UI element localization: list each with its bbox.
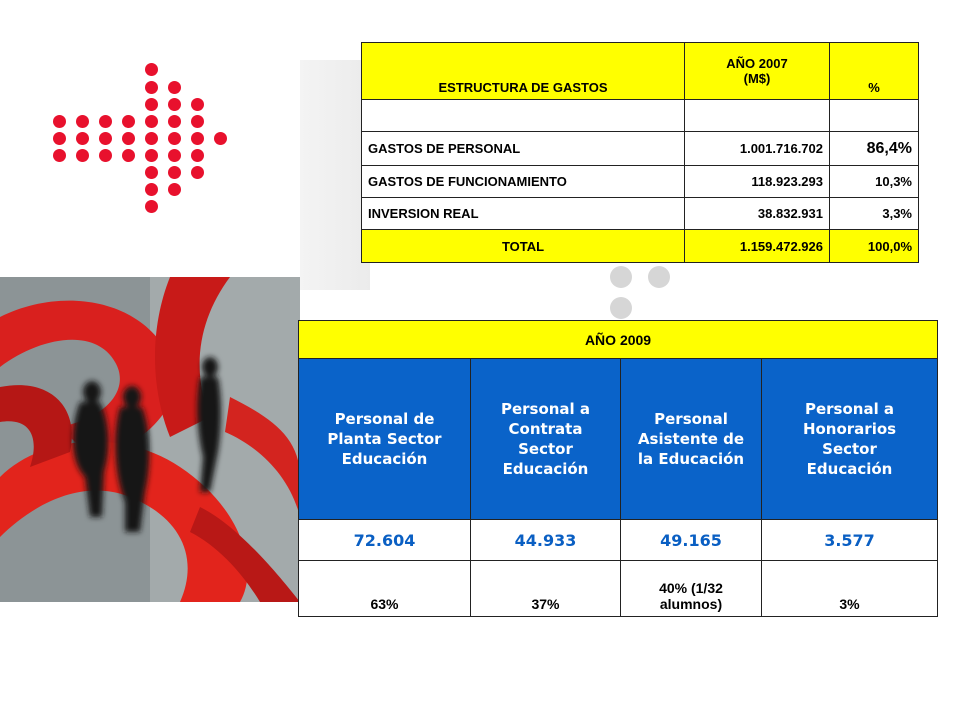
row-label: GASTOS DE PERSONAL [362, 132, 685, 166]
category-line: Personal a [500, 400, 591, 418]
percent-honorarios: 3% [762, 561, 938, 617]
category-line: Sector [822, 440, 877, 458]
value-asistente: 49.165 [621, 520, 762, 561]
empty-cell [685, 100, 830, 132]
total-row [362, 230, 919, 263]
row-amount: 118.923.293 [685, 166, 830, 198]
table-header-row [362, 43, 919, 100]
header-year-line2: (M$) [743, 71, 771, 86]
table-spacer-row [362, 100, 919, 132]
table-row [362, 166, 919, 198]
row-percent: 86,4% [830, 132, 919, 166]
value-contrata: 44.933 [471, 520, 621, 561]
category-line: Asistente de [637, 430, 745, 448]
percent-asistente-line1: 40% (1/32 [659, 580, 723, 596]
category-line: Personal a [804, 400, 895, 418]
header-year-line1: AÑO 2007 [726, 56, 788, 71]
empty-cell [830, 100, 919, 132]
row-percent: 10,3% [830, 166, 919, 198]
background-dot [648, 266, 670, 288]
percent-asistente-line2: alumnos) [659, 596, 723, 612]
category-line: Planta Sector [327, 430, 442, 448]
percent-planta: 63% [299, 561, 471, 617]
background-dot [610, 266, 632, 288]
people-photo [0, 277, 300, 602]
category-line: Sector [518, 440, 573, 458]
header-year [685, 43, 830, 100]
header-estructura: ESTRUCTURA DE GASTOS [362, 43, 685, 100]
year-label: AÑO 2009 [299, 321, 938, 359]
value-honorarios: 3.577 [762, 520, 938, 561]
value-planta: 72.604 [299, 520, 471, 561]
background-dot [610, 297, 632, 319]
percent-asistente [621, 561, 762, 617]
row-amount: 1.001.716.702 [685, 132, 830, 166]
category-asistente [621, 359, 762, 520]
category-line: Personal de [334, 410, 435, 428]
table-row [362, 132, 919, 166]
percent-contrata: 37% [471, 561, 621, 617]
background-band [300, 60, 370, 290]
category-header-row [299, 359, 938, 520]
expense-structure-table [361, 42, 919, 263]
percent-row [299, 561, 938, 617]
values-row [299, 520, 938, 561]
table-row [362, 198, 919, 230]
photo-illustration [0, 277, 300, 602]
header-percent: % [830, 43, 919, 100]
staff-2009-table [298, 320, 938, 617]
row-label: GASTOS DE FUNCIONAMIENTO [362, 166, 685, 198]
total-label: TOTAL [362, 230, 685, 263]
category-line: Educación [341, 450, 428, 468]
category-honorarios [762, 359, 938, 520]
category-line: Educación [502, 460, 589, 478]
total-percent: 100,0% [830, 230, 919, 263]
category-line: la Educación [637, 450, 745, 468]
category-line: Educación [806, 460, 893, 478]
row-amount: 38.832.931 [685, 198, 830, 230]
empty-cell [362, 100, 685, 132]
category-line: Personal [654, 410, 728, 428]
year-row [299, 321, 938, 359]
row-label: INVERSION REAL [362, 198, 685, 230]
total-amount: 1.159.472.926 [685, 230, 830, 263]
category-line: Honorarios [802, 420, 897, 438]
row-percent: 3,3% [830, 198, 919, 230]
category-contrata [471, 359, 621, 520]
category-line: Contrata [508, 420, 583, 438]
category-planta [299, 359, 471, 520]
